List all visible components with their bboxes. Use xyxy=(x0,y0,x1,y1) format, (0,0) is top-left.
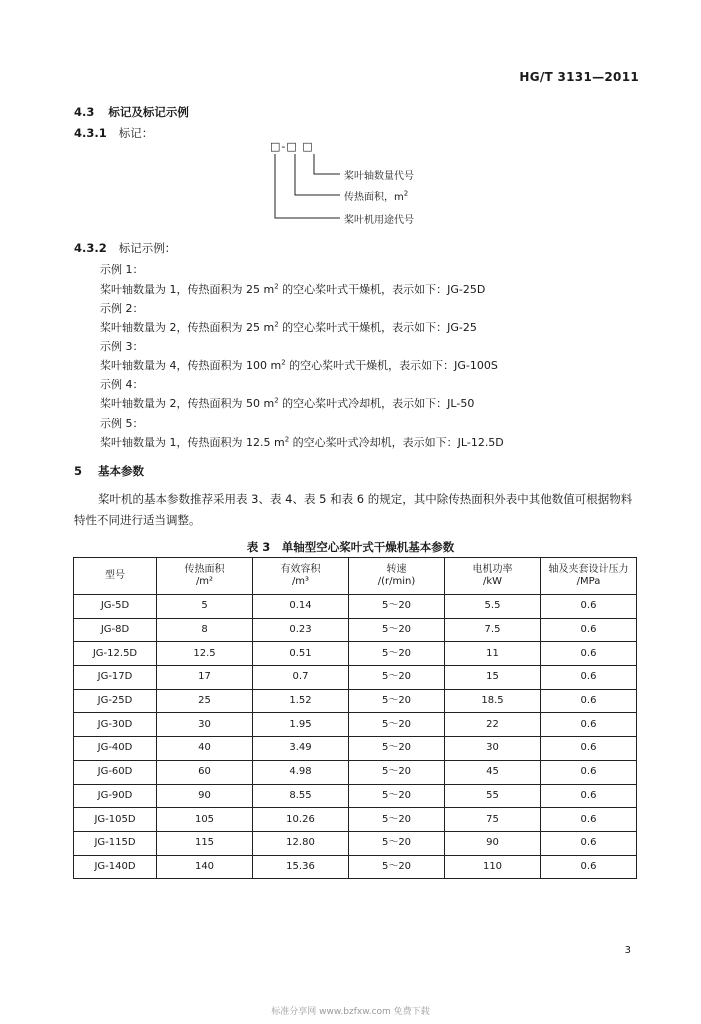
table-cell: 0.6 xyxy=(541,595,637,619)
table-cell: 30 xyxy=(445,737,541,761)
table-header-row xyxy=(74,558,637,595)
header-model xyxy=(74,558,157,595)
table-cell: 0.6 xyxy=(541,784,637,808)
table-cell: 25 xyxy=(157,689,253,713)
table-row xyxy=(74,595,637,619)
table-cell: 5～20 xyxy=(349,689,445,713)
table-cell: 5.5 xyxy=(445,595,541,619)
example-1-title: 示例 1： xyxy=(100,263,144,276)
table-cell: 5～20 xyxy=(349,855,445,879)
example-1-text: 桨叶轴数量为 1，传热面积为 25 $m^2$ 的空心桨叶式干燥机，表示如下：JG-25D xyxy=(100,282,486,296)
table-cell: 15.36 xyxy=(253,855,349,879)
section-4-3-2-heading xyxy=(74,240,176,256)
section-title: 基本参数 xyxy=(98,464,145,478)
section-title: 标记及标记示例 xyxy=(108,105,189,119)
table-cell: JG-60D xyxy=(74,760,157,784)
document-number: HG/T 3131—2011 xyxy=(519,70,639,84)
code-template: □-□ □ xyxy=(270,140,314,153)
table-row xyxy=(74,808,637,832)
header-power xyxy=(445,558,541,595)
table-cell: JG-40D xyxy=(74,737,157,761)
section-4-3-1-heading xyxy=(74,125,153,141)
table-cell: JG-25D xyxy=(74,689,157,713)
table-cell: 5～20 xyxy=(349,713,445,737)
table-cell: 12.5 xyxy=(157,642,253,666)
table-cell: 11 xyxy=(445,642,541,666)
table-row xyxy=(74,642,637,666)
table-cell: 115 xyxy=(157,831,253,855)
table-cell: 0.51 xyxy=(253,642,349,666)
header-text: /m³ xyxy=(291,576,310,587)
table-cell: 110 xyxy=(445,855,541,879)
table-cell: 5～20 xyxy=(349,831,445,855)
table-cell: JG-90D xyxy=(74,784,157,808)
example-4-title: 示例 4： xyxy=(100,378,144,391)
table-cell: 18.5 xyxy=(445,689,541,713)
table-cell: 12.80 xyxy=(253,831,349,855)
table-cell: JG-12.5D xyxy=(74,642,157,666)
example-5-title: 示例 5： xyxy=(100,417,144,430)
label-heat-transfer-area: 传热面积，$m^2$ xyxy=(344,189,409,203)
section-5-heading xyxy=(74,463,144,479)
table-3 xyxy=(73,557,637,879)
table-cell: 140 xyxy=(157,855,253,879)
table-cell: 7.5 xyxy=(445,618,541,642)
table-cell: JG-140D xyxy=(74,855,157,879)
section-title: 标记示例： xyxy=(118,241,177,255)
header-text: 传热面积 xyxy=(184,564,225,575)
table-cell: 40 xyxy=(157,737,253,761)
header-area xyxy=(157,558,253,595)
header-text: /MPa xyxy=(576,576,601,587)
table-cell: 105 xyxy=(157,808,253,832)
example-2-title: 示例 2： xyxy=(100,302,144,315)
header-text: /(r/min) xyxy=(377,576,416,587)
table-cell: 5～20 xyxy=(349,784,445,808)
table-cell: 5～20 xyxy=(349,642,445,666)
table-row xyxy=(74,689,637,713)
table-cell: JG-5D xyxy=(74,595,157,619)
section-title: 标记： xyxy=(118,126,154,140)
table-cell: 90 xyxy=(445,831,541,855)
table-cell: JG-17D xyxy=(74,666,157,690)
table-cell: 17 xyxy=(157,666,253,690)
table-cell: 0.6 xyxy=(541,737,637,761)
table-row xyxy=(74,760,637,784)
table-cell: 22 xyxy=(445,713,541,737)
table-cell: 5 xyxy=(157,595,253,619)
table-row xyxy=(74,737,637,761)
marking-diagram xyxy=(262,140,492,232)
table-row xyxy=(74,618,637,642)
table-cell: 55 xyxy=(445,784,541,808)
table-cell: 0.6 xyxy=(541,618,637,642)
header-volume xyxy=(253,558,349,595)
table-cell: 0.6 xyxy=(541,642,637,666)
table-cell: 0.6 xyxy=(541,689,637,713)
section-number: 5 xyxy=(74,464,83,478)
table-cell: 0.14 xyxy=(253,595,349,619)
table-cell: 8 xyxy=(157,618,253,642)
table-row xyxy=(74,784,637,808)
table-cell: 0.7 xyxy=(253,666,349,690)
table-cell: JG-105D xyxy=(74,808,157,832)
header-text: 有效容积 xyxy=(280,564,321,575)
page-number: 3 xyxy=(624,945,631,956)
header-pressure xyxy=(541,558,637,595)
table-cell: 4.98 xyxy=(253,760,349,784)
table-cell: 5～20 xyxy=(349,760,445,784)
table-cell: 1.95 xyxy=(253,713,349,737)
table-cell: 3.49 xyxy=(253,737,349,761)
table-cell: 90 xyxy=(157,784,253,808)
table-cell: 0.6 xyxy=(541,666,637,690)
table-row xyxy=(74,666,637,690)
section-5-paragraph: 桨叶机的基本参数推荐采用表 3、表 4、表 5 和表 6 的规定，其中除传热面积外表中其他数值可根据物料特性不同进行适当调整。 xyxy=(74,492,633,527)
header-text: /m² xyxy=(195,576,214,587)
example-4-text: 桨叶轴数量为 2，传热面积为 50 $m^2$ 的空心桨叶式冷却机，表示如下：JL-50 xyxy=(100,396,475,410)
table-cell: 10.26 xyxy=(253,808,349,832)
table-cell: 30 xyxy=(157,713,253,737)
header-text: 转速 xyxy=(386,564,407,575)
header-text: 轴及夹套设计压力 xyxy=(548,564,629,575)
example-3-text: 桨叶轴数量为 4，传热面积为 100 $m^2$ 的空心桨叶式干燥机，表示如下：JG-100S xyxy=(100,358,498,372)
table-cell: 1.52 xyxy=(253,689,349,713)
table-cell: JG-8D xyxy=(74,618,157,642)
section-4-3-heading xyxy=(74,104,189,120)
table-cell: 8.55 xyxy=(253,784,349,808)
table-cell: JG-30D xyxy=(74,713,157,737)
table-cell: 0.6 xyxy=(541,855,637,879)
table-3-caption: 表 3 单轴型空心桨叶式干燥机基本参数 xyxy=(246,540,455,554)
table-cell: 60 xyxy=(157,760,253,784)
header-speed xyxy=(349,558,445,595)
section-number: 4.3 xyxy=(74,105,95,119)
table-cell: 5～20 xyxy=(349,666,445,690)
table-cell: 45 xyxy=(445,760,541,784)
table-cell: 15 xyxy=(445,666,541,690)
table-cell: JG-115D xyxy=(74,831,157,855)
header-text: /kW xyxy=(482,576,503,587)
label-paddle-shaft-code: 桨叶轴数量代号 xyxy=(344,171,414,182)
header-text: 电机功率 xyxy=(472,564,513,575)
table-row xyxy=(74,831,637,855)
table-cell: 0.6 xyxy=(541,713,637,737)
table-cell: 0.6 xyxy=(541,760,637,784)
example-5-text: 桨叶轴数量为 1，传热面积为 12.5 $m^2$ 的空心桨叶式冷却机，表示如下：JL-12.5D xyxy=(100,435,504,449)
table-cell: 0.6 xyxy=(541,831,637,855)
table-row xyxy=(74,713,637,737)
table-row xyxy=(74,855,637,879)
table-cell: 0.6 xyxy=(541,808,637,832)
section-number: 4.3.2 xyxy=(74,241,107,255)
section-number: 4.3.1 xyxy=(74,126,107,140)
example-3-title: 示例 3： xyxy=(100,340,144,353)
example-2-text: 桨叶轴数量为 2，传热面积为 25 $m^2$ 的空心桨叶式干燥机，表示如下：JG-25 xyxy=(100,320,477,334)
table-cell: 5～20 xyxy=(349,595,445,619)
table-cell: 5～20 xyxy=(349,737,445,761)
footer-watermark: 标准分享网 www.bzfxw.com 免费下载 xyxy=(271,1007,430,1017)
table-cell: 0.23 xyxy=(253,618,349,642)
table-cell: 5～20 xyxy=(349,618,445,642)
header-text: 型号 xyxy=(105,570,125,581)
table-cell: 75 xyxy=(445,808,541,832)
label-usage-code: 桨叶机用途代号 xyxy=(344,215,414,226)
table-cell: 5～20 xyxy=(349,808,445,832)
